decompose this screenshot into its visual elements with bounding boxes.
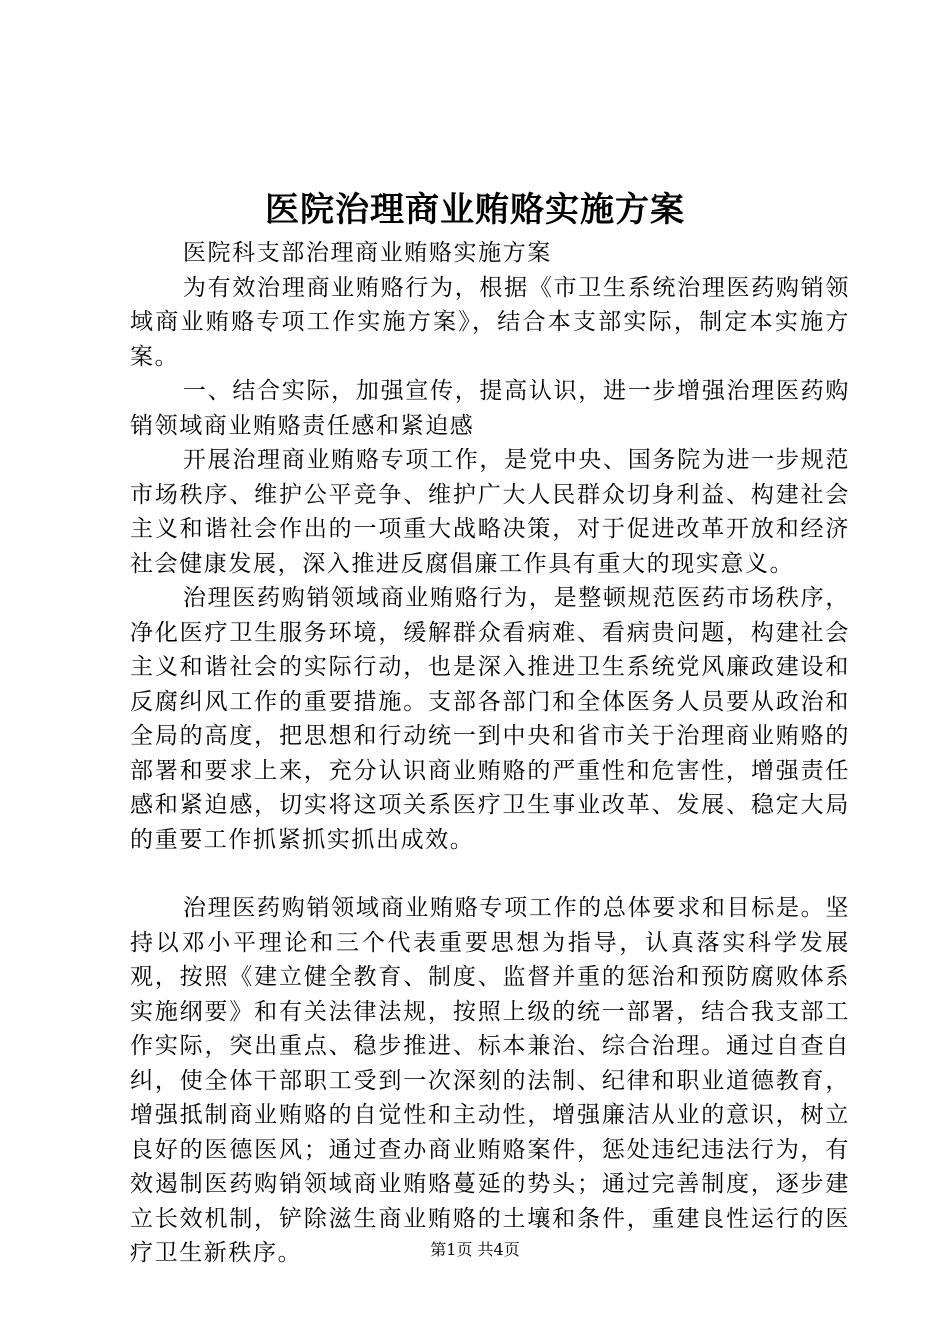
document-body — [130, 236, 850, 1271]
paragraph-goals: 治理医药购销领域商业贿赂专项工作的总体要求和目标是。坚持以邓小平理论和三个代表重要思想为指导，认真落实科学发展观，按照《建立健全教育、制度、监督并重的惩治和预防腐败体系实施纲要》和有关法律法规，按照上级的统一部署，结合我支部工作实际，突出重点、稳步推进、标本兼治、综合治理。通过自查自纠，使全体干部职工受到一次深刻的法制、纪律和职业道德教育，增强抵制商业贿赂的自觉性和主动性，增强廉洁从业的意识，树立良好的医德医风；通过查办商业贿赂案件，惩处违纪违法行为，有效遏制医药购销领域商业贿赂蔓延的势头；通过完善制度，逐步建立长效机制，铲除滋生商业贿赂的土壤和条件，重建良性运行的医疗卫生新秩序。 — [130, 895, 850, 1266]
paragraph-subtitle: 医院科支部治理商业贿赂实施方案 — [182, 240, 552, 266]
paragraph-spacer — [130, 857, 850, 891]
document-title: 医院治理商业贿赂实施方案 — [265, 190, 685, 230]
paragraph-measures: 治理医药购销领域商业贿赂行为，是整顿规范医药市场秩序，净化医疗卫生服务环境，缓解群众看病难、看病贵问题，构建社会主义和谐社会的实际行动，也是深入推进卫生系统党风廉政建设和反腐纠风工作的重要措施。支部各部门和全体医务人员要从政治和全局的高度，把思想和行动统一到中央和省市关于治理商业贿赂的部署和要求上来，充分认识商业贿赂的严重性和危害性，增强责任感和紧迫感，切实将这项关系医疗卫生事业改革、发展、稳定大局的重要工作抓紧抓实抓出成效。 — [130, 585, 850, 853]
paragraph-section-heading: 一、结合实际，加强宣传，提高认识，进一步增强治理医药购销领域商业贿赂责任感和紧迫感 — [130, 378, 850, 439]
paragraph-significance: 开展治理商业贿赂专项工作，是党中央、国务院为进一步规范市场秩序、维护公平竞争、维护广大人民群众切身利益、构建社会主义和谐社会作出的一项重大战略决策，对于促进改革开放和经济社会健康发展，深入推进反腐倡廉工作具有重大的现实意义。 — [130, 447, 850, 577]
page-number: 第1页 共4页 — [430, 1240, 520, 1259]
paragraph-purpose: 为有效治理商业贿赂行为，根据《市卫生系统治理医药购销领域商业贿赂专项工作实施方案》，结合本支部实际，制定本实施方案。 — [130, 274, 850, 370]
